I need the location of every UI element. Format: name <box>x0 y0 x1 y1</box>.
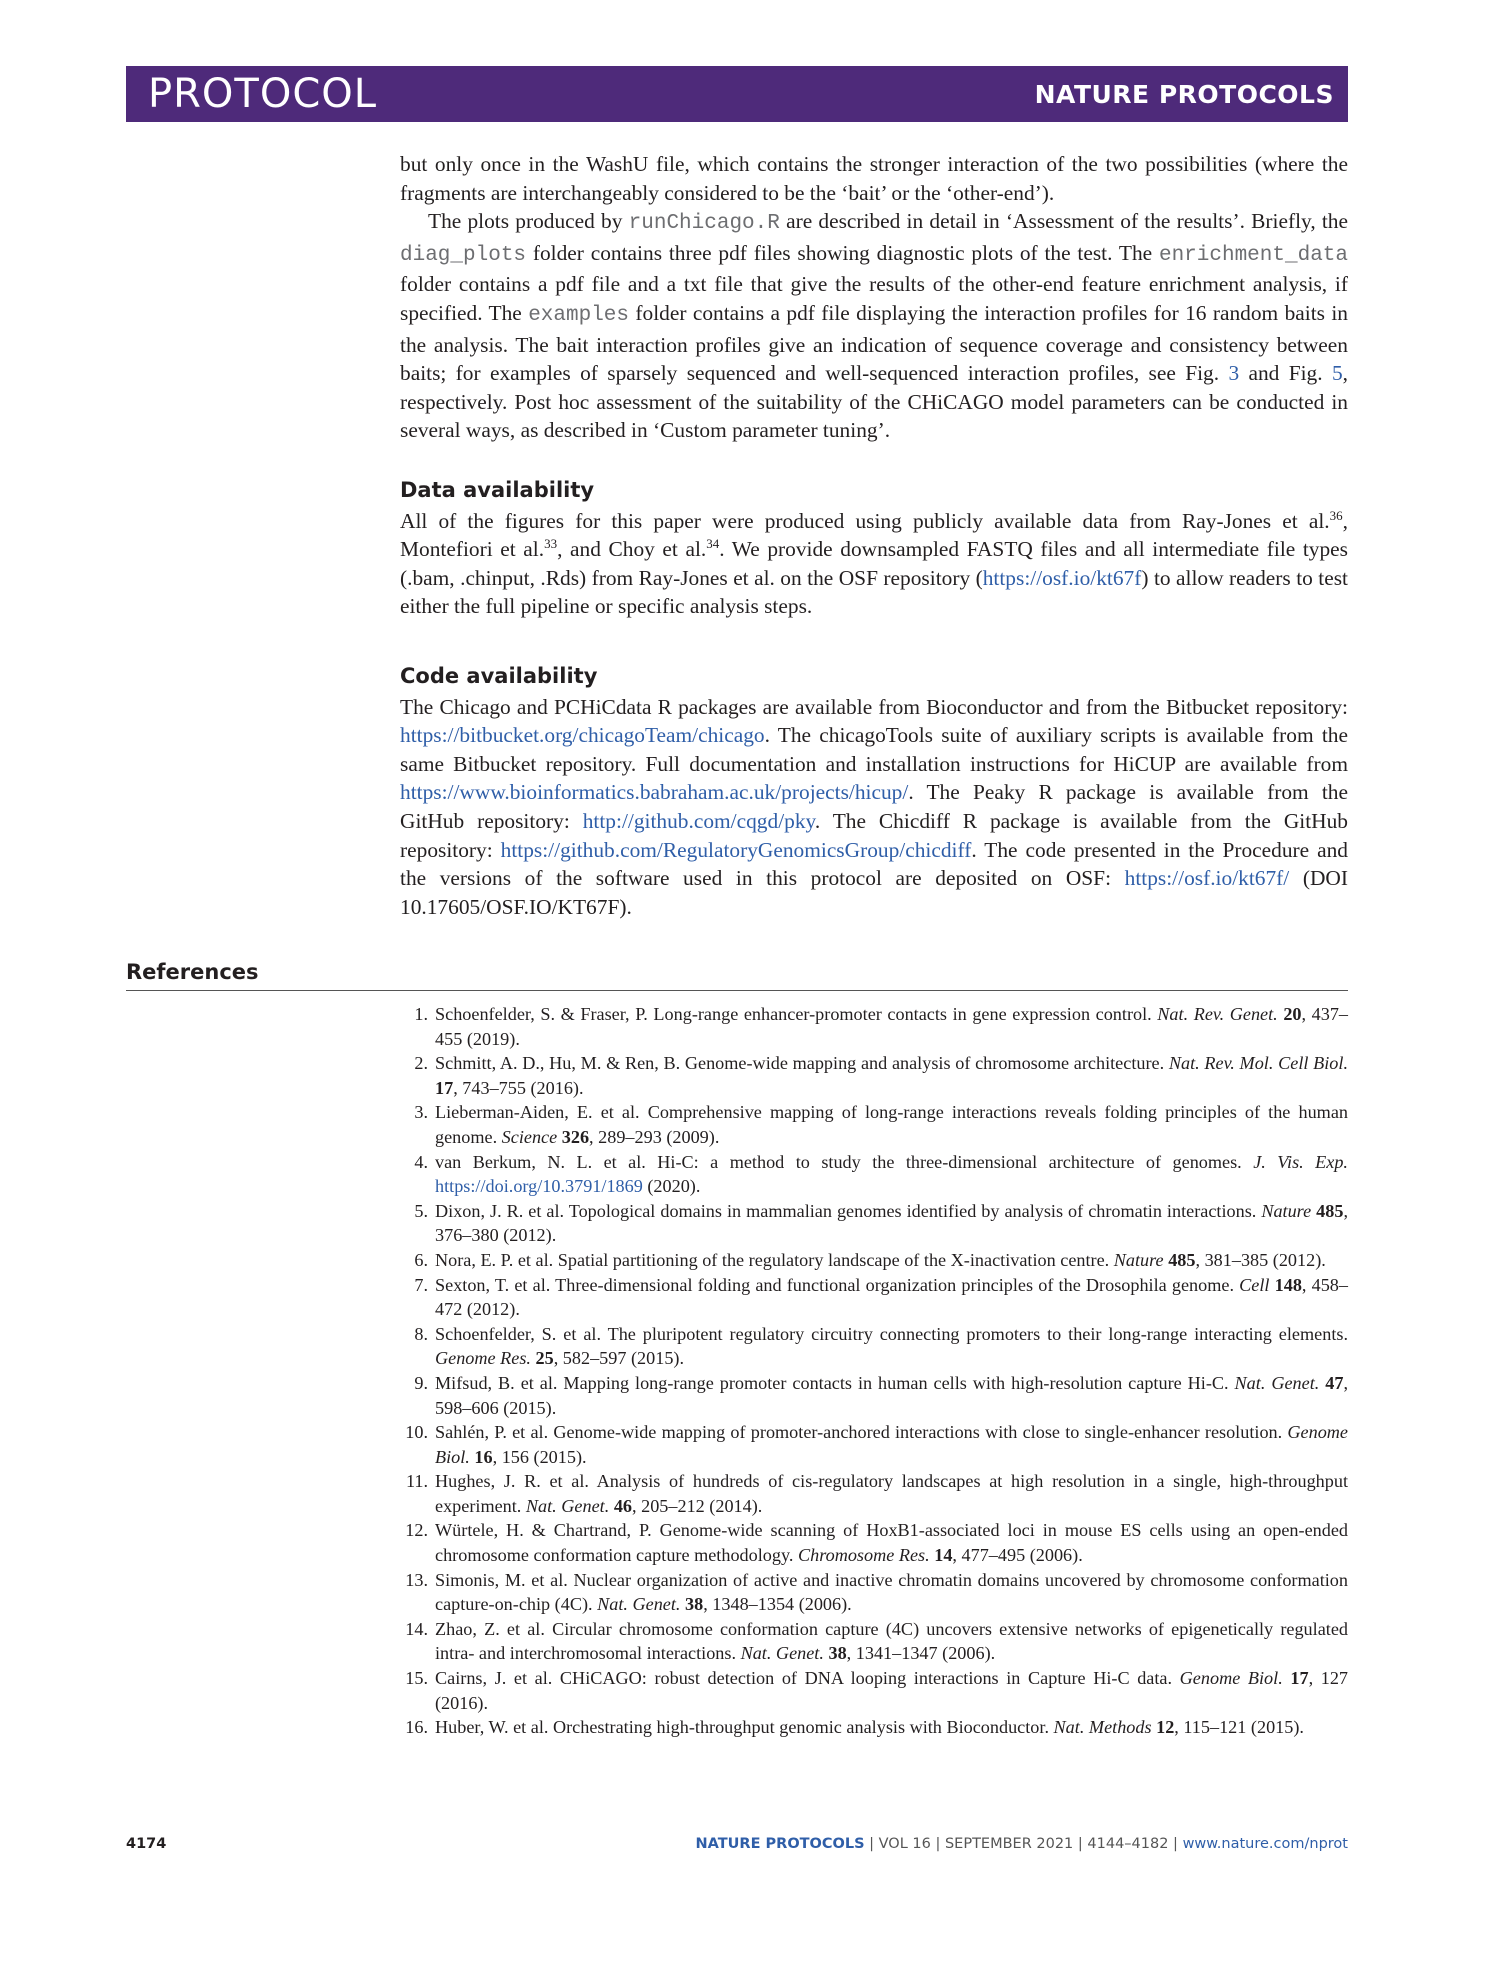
fig5-link[interactable]: 5 <box>1331 361 1343 386</box>
reference-journal: Science <box>501 1126 558 1147</box>
peaky-link[interactable]: http://github.com/cqgd/pky <box>582 808 815 833</box>
reference-volume: 38 <box>685 1594 704 1615</box>
reference-volume: 25 <box>535 1348 554 1369</box>
code-enrichment-data: enrichment_data <box>1158 243 1348 267</box>
reference-journal: Nat. Genet. <box>740 1643 824 1664</box>
reference-journal: Nat. Genet. <box>525 1495 610 1516</box>
data-availability-section <box>400 476 1348 621</box>
reference-item: 12. Würtele, H. & Chartrand, P. Genome-wide scanning of HoxB1-associated loci in mouse ES cells using an open-ended chromosome conformation capture methodology. Chromosome Res. 14, 477–495 (2006). <box>400 1518 1348 1567</box>
code-examples: examples <box>528 303 630 327</box>
reference-number: 6. <box>414 1249 428 1270</box>
journal-name: NATURE PROTOCOLS <box>1034 79 1334 109</box>
reference-number: 5. <box>414 1200 428 1221</box>
reference-volume: 20 <box>1283 1004 1302 1024</box>
reference-item: 14. Zhao, Z. et al. Circular chromosome conformation capture (4C) uncovers extensive networks of epigenetically regulated intra- and interchromosomal interactions. Nat. Genet. 38, 1341–1347 (2006). <box>400 1617 1348 1666</box>
reference-journal: Chromosome Res. <box>797 1545 930 1566</box>
reference-volume: 12 <box>1156 1717 1175 1738</box>
reference-item: 7. Sexton, T. et al. Three-dimensional folding and functional organization principles of the Drosophila genome. Cell 148, 458–472 (2012). <box>400 1273 1348 1322</box>
reference-volume: 148 <box>1274 1274 1302 1295</box>
code-availability-section <box>400 662 1348 921</box>
reference-number: 2. <box>414 1053 428 1074</box>
reference-item: 9. Mifsud, B. et al. Mapping long-range promoter contacts in human cells with high-resolution capture Hi-C. Nat. Genet. 47, 598–606 (2015). <box>400 1371 1348 1420</box>
reference-journal: Cell <box>1239 1274 1270 1295</box>
code-availability-text: The Chicago and PCHiCdata R packages are available from Bioconductor and from the Bitbucket repository: https://bitbucket.org/chicagoTeam/chicago. The chicagoTools suite of auxiliary scripts is available from the same Bitbucket repository. Full documentation and installation instructions for HiCUP are available from https://www.bioinformatics.babraham.ac.uk/projects/hicup/. The Peaky R package is available from the GitHub repository: http://github.com/cqgd/pky. The Chicdiff R package is available from the GitHub repository: https://github.com/RegulatoryGenomicsGroup/chicdiff. The code presented in the Procedure and the versions of the software used in this protocol are deposited on OSF: https://osf.io/kt67f/ (DOI 10.17605/OSF.IO/KT67F). <box>400 694 1348 919</box>
chicdiff-link[interactable]: https://github.com/RegulatoryGenomicsGroup/chicdiff <box>500 837 972 862</box>
reference-journal: Genome Biol. <box>435 1422 1348 1467</box>
footer-citation <box>696 1836 1348 1852</box>
reference-number: 11. <box>405 1471 428 1492</box>
reference-item: 13. Simonis, M. et al. Nuclear organization of active and inactive chromatin domains uncovered by chromosome conformation capture-on-chip (4C). Nat. Genet. 38, 1348–1354 (2006). <box>400 1568 1348 1617</box>
reference-journal: Nature <box>1261 1200 1312 1221</box>
reference-journal: Nat. Methods <box>1053 1717 1152 1738</box>
reference-volume: 326 <box>561 1126 590 1147</box>
reference-item: 3. Lieberman-Aiden, E. et al. Comprehensive mapping of long-range interactions reveals folding principles of the human genome. Science 326, 289–293 (2009). <box>400 1100 1348 1149</box>
references-list <box>400 1002 1348 1740</box>
paragraph-washu: but only once in the WashU file, which contains the stronger interaction of the two possibilities (where the fragments are interchangeably considered to be the ‘bait’ or the ‘other-end’). <box>400 152 1348 205</box>
reference-item: 15. Cairns, J. et al. CHiCAGO: robust detection of DNA looping interactions in Capture Hi-C data. Genome Biol. 17, 127 (2016). <box>400 1666 1348 1715</box>
reference-item: 10. Sahlén, P. et al. Genome-wide mapping of promoter-anchored interactions with close to single-enhancer resolution. Genome Biol. 16, 156 (2015). <box>400 1420 1348 1469</box>
reference-volume: 47 <box>1325 1372 1344 1393</box>
reference-item: 1. Schoenfelder, S. & Fraser, P. Long-range enhancer-promoter contacts in gene expression control. Nat. Rev. Genet. 20, 437–455 (2019). <box>400 1002 1348 1051</box>
code-runchicago: runChicago.R <box>628 212 780 236</box>
osf-code-link[interactable]: https://osf.io/kt67f/ <box>1124 866 1290 891</box>
citation-34[interactable]: 34 <box>706 536 720 552</box>
reference-item: 11. Hughes, J. R. et al. Analysis of hundreds of cis-regulatory landscapes at high resolution in a single, high-throughput experiment. Nat. Genet. 46, 205–212 (2014). <box>400 1469 1348 1518</box>
reference-volume: 46 <box>613 1495 632 1516</box>
reference-number: 1. <box>414 1004 428 1024</box>
code-availability-heading: Code availability <box>400 664 598 688</box>
reference-item: 2. Schmitt, A. D., Hu, M. & Ren, B. Genome-wide mapping and analysis of chromosome architecture. Nat. Rev. Mol. Cell Biol. 17, 743–755 (2016). <box>400 1051 1348 1100</box>
reference-journal: J. Vis. Exp. <box>1253 1151 1348 1172</box>
reference-number: 3. <box>414 1102 428 1123</box>
reference-journal: Nat. Rev. Mol. Cell Biol. <box>1168 1053 1348 1074</box>
reference-number: 4. <box>414 1151 428 1172</box>
reference-journal: Nat. Genet. <box>1234 1372 1320 1393</box>
reference-volume: 38 <box>828 1643 847 1664</box>
reference-number: 8. <box>414 1323 428 1344</box>
osf-link[interactable]: https://osf.io/kt67f <box>982 565 1142 590</box>
reference-journal: Genome Res. <box>435 1348 531 1369</box>
reference-journal: Nat. Genet. <box>597 1594 681 1615</box>
reference-number: 15. <box>405 1668 428 1689</box>
reference-volume: 485 <box>1168 1249 1196 1270</box>
reference-number: 10. <box>405 1422 428 1443</box>
fig3-link[interactable]: 3 <box>1228 361 1240 386</box>
reference-number: 12. <box>405 1520 428 1541</box>
data-availability-heading: Data availability <box>400 478 595 502</box>
reference-number: 16. <box>405 1717 428 1738</box>
reference-doi-link[interactable]: https://doi.org/10.3791/1869 <box>435 1176 643 1197</box>
reference-number: 7. <box>414 1274 428 1295</box>
reference-number: 9. <box>414 1372 428 1393</box>
reference-journal: Nat. Rev. Genet. <box>1157 1004 1278 1024</box>
body-text <box>400 150 1348 445</box>
section-label: PROTOCOL <box>148 71 378 117</box>
footer-url[interactable]: www.nature.com/nprot <box>1182 1836 1348 1852</box>
reference-journal: Nature <box>1113 1249 1164 1270</box>
reference-journal: Genome Biol. <box>1179 1668 1283 1689</box>
reference-item: 6. Nora, E. P. et al. Spatial partitioning of the regulatory landscape of the X-inactivation centre. Nature 485, 381–385 (2012). <box>400 1248 1348 1273</box>
footer-journal: NATURE PROTOCOLS <box>695 1836 865 1852</box>
citation-33[interactable]: 33 <box>544 536 558 552</box>
paragraph-plots: The plots produced by runChicago.R are described in detail in ‘Assessment of the results’. Briefly, the diag_plots folder contains three pdf files showing diagnostic plots of the test. The enrichment_data folder contains a pdf file and a txt file that give the results of the other-end feature enrichment analysis, if specified. The examples folder contains a pdf file displaying the interaction profiles for 16 random baits in the analysis. The bait interaction profiles give an indication of sequence coverage and consistency between baits; for examples of sparsely sequenced and well-sequenced interaction profiles, see Fig. 3 and Fig. 5, respectively. Post hoc assessment of the suitability of the CHiCAGO model parameters can be conducted in several ways, as described in ‘Custom parameter tuning’. <box>400 209 1348 443</box>
bitbucket-link[interactable]: https://bitbucket.org/chicagoTeam/chicago <box>400 723 765 748</box>
reference-volume: 16 <box>474 1446 493 1467</box>
reference-volume: 17 <box>435 1077 454 1098</box>
page-number: 4174 <box>126 1836 167 1852</box>
reference-item: 16. Huber, W. et al. Orchestrating high-throughput genomic analysis with Bioconductor. Nat. Methods 12, 115–121 (2015). <box>400 1715 1348 1740</box>
reference-number: 14. <box>405 1618 428 1639</box>
reference-item: 8. Schoenfelder, S. et al. The pluripotent regulatory circuitry connecting promoters to their long-range interacting elements. Genome Res. 25, 582–597 (2015). <box>400 1322 1348 1371</box>
references-heading: References <box>126 960 1348 991</box>
hicup-link[interactable]: https://www.bioinformatics.babraham.ac.uk/projects/hicup/ <box>400 780 909 805</box>
footer-volume: | VOL 16 | SEPTEMBER 2021 | 4144–4182 | <box>864 1836 1183 1852</box>
reference-volume: 14 <box>934 1545 953 1566</box>
code-diag-plots: diag_plots <box>400 243 527 267</box>
reference-number: 13. <box>405 1569 428 1590</box>
reference-item: 4. van Berkum, N. L. et al. Hi-C: a method to study the three-dimensional architecture of genomes. J. Vis. Exp. https://doi.org/10.3791/1869 (2020). <box>400 1150 1348 1199</box>
citation-36[interactable]: 36 <box>1329 507 1343 523</box>
page-header <box>126 66 1348 122</box>
reference-item: 5. Dixon, J. R. et al. Topological domains in mammalian genomes identified by analysis of chromatin interactions. Nature 485, 376–380 (2012). <box>400 1199 1348 1248</box>
data-availability-text: All of the figures for this paper were produced using publicly available data from Ray-Jones et al.$^{36}$, Montefiori et al.$^{33}$, and Choy et al.$^{34}$. We provide downsampled FASTQ files and all intermediate file types (.bam, .chinput, .Rds) from Ray-Jones et al. on the OSF repository (https://osf.io/kt67f) to allow readers to test either the full pipeline or specific analysis steps. <box>400 507 1349 619</box>
reference-volume: 17 <box>1290 1668 1309 1689</box>
reference-volume: 485 <box>1316 1200 1344 1221</box>
